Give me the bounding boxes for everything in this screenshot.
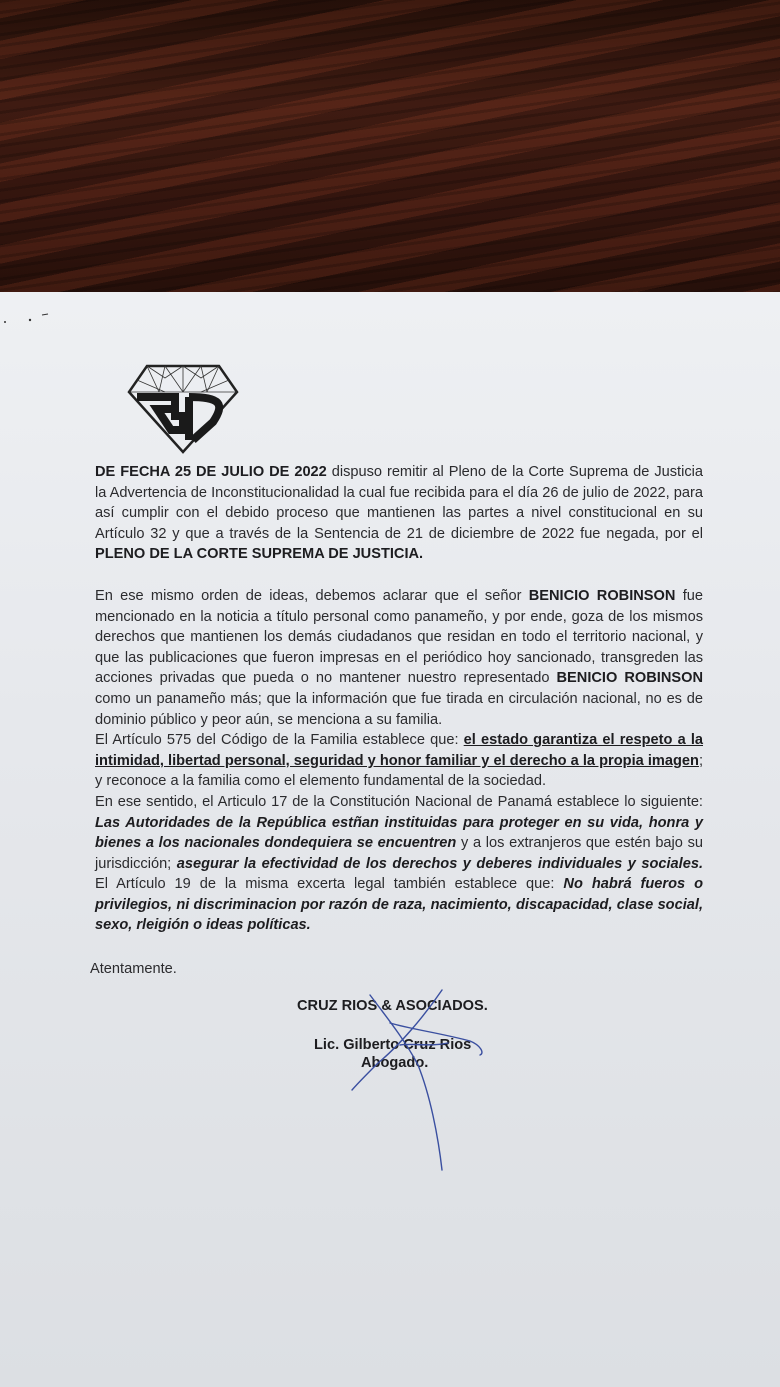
- gd-diamond-logo: [127, 364, 239, 454]
- text: como un panameño más; que la información que fue tirada en circulación nacional, no es de dominio público y peor aún, se menciona a su familia.: [95, 690, 703, 728]
- quoted-law-italic: asegurar la efectividad de los derechos y deberes individuales y sociales.: [176, 855, 704, 872]
- letter-body: [95, 462, 703, 936]
- text: El Artículo 19 de la misma excerta legal también establece que:: [95, 876, 564, 893]
- text: dispuso remitir al Pleno de la Corte Suprema de Justicia la Advertencia de Inconstitucionalidad la cual fue recibida para el día 26 de julio de 2022, para así cumplir con el debido proceso que mantienen las partes a nivel constitucional en su Artículo 32 y que a través de la Sentencia de 21 de diciembre de 2022 fue negada, por el: [95, 464, 703, 542]
- paragraph-court-referral: [95, 462, 703, 565]
- person-name: BENICIO ROBINSON: [528, 587, 676, 604]
- date-bold: DE FECHA 25 DE JULIO DE 2022: [95, 464, 327, 480]
- handwritten-signature: [330, 985, 500, 1180]
- paragraph-article-575: [95, 730, 703, 792]
- signatory-title: Abogado.: [361, 1055, 429, 1071]
- paper-marks: [0, 310, 60, 330]
- text: ; y reconoce a la familia como el elemento fundamental de la sociedad.: [95, 752, 703, 790]
- quoted-law-italic: Las Autoridades de la República estñan instituidas para proteger en su vida, honra y bienes a los nacionales dondequiera se encuentren: [95, 814, 703, 852]
- text: fue mencionado en la noticia a título personal como panameño, y por ende, goza de los mismos derechos que mantienen los demás ciudadanos que residan en todo el territorio nacional, y que las publicaciones que fueron impresas en el periódico hoy sancionado, transgreden las acciones privadas que pueda o no mantener nuestro representado: [95, 587, 703, 687]
- court-bold: PLENO DE LA CORTE SUPREMA DE JUSTICIA.: [95, 546, 424, 563]
- paragraph-article-17: [95, 792, 703, 936]
- signatory-name: Lic. Gilberto Cruz Rios: [314, 1037, 472, 1053]
- text: En ese sentido, el Articulo 17 de la Constitución Nacional de Panamá establece lo siguiente:: [95, 793, 703, 810]
- wooden-table-background: [0, 0, 780, 296]
- person-name: BENICIO ROBINSON: [556, 670, 703, 687]
- quoted-law-underlined: el estado garantiza el respeto a la intimidad, libertad personal, seguridad y honor familiar y el derecho a la propia imagen: [95, 732, 703, 769]
- text: y a los extranjeros que estén bajo su jurisdicción;: [95, 835, 703, 872]
- quoted-law-italic: No habrá fueros o privilegios, ni discriminacion por razón de raza, nacimiento, discapacidad, clase social, sexo, rleigión o ideas políticas.: [95, 876, 703, 934]
- firm-name: CRUZ RIOS & ASOCIADOS.: [297, 998, 488, 1014]
- text: El Artículo 575 del Código de la Familia establece que:: [95, 732, 464, 749]
- text: En ese mismo orden de ideas, debemos aclarar que el señor: [95, 587, 529, 604]
- closing-salutation: Atentamente.: [90, 961, 177, 977]
- paragraph-benicio-robinson: [95, 586, 703, 730]
